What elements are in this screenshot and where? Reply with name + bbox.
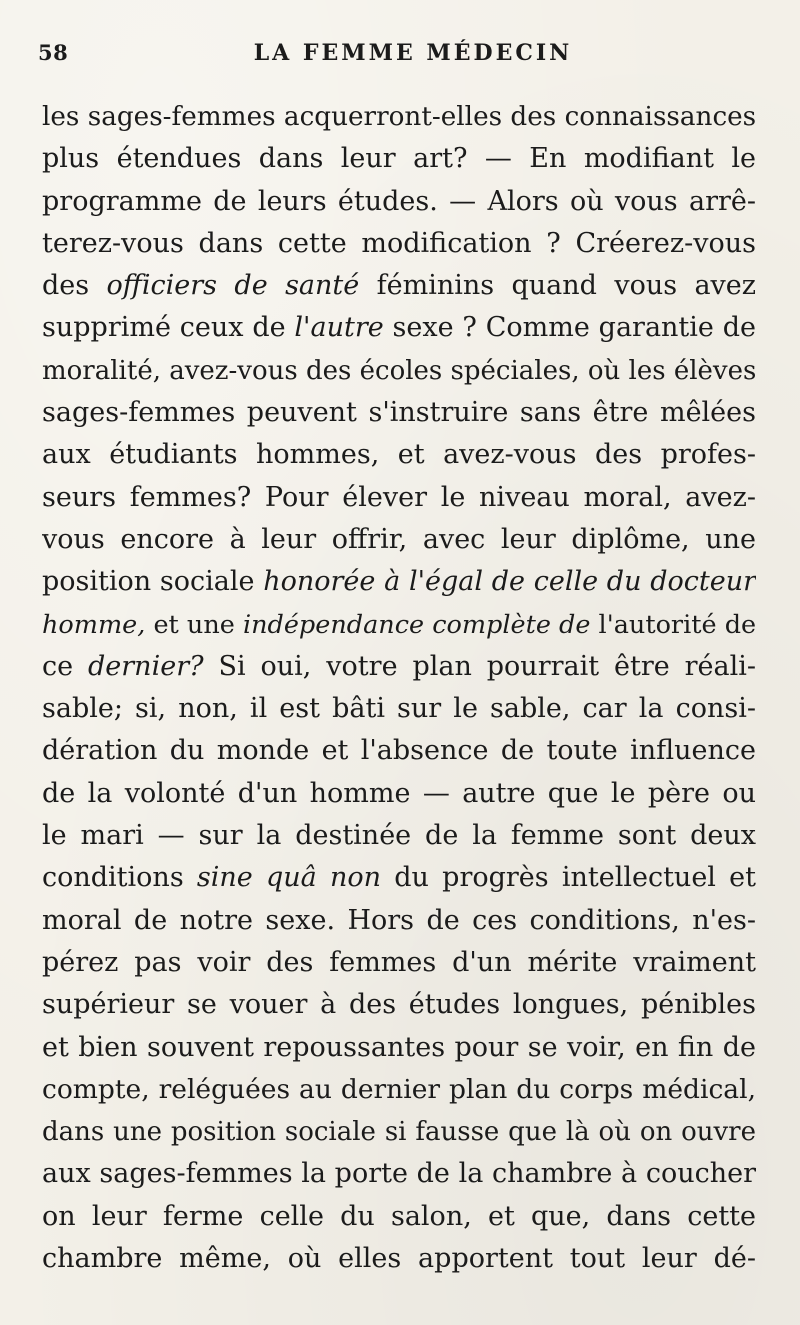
- text-line: [42, 138, 756, 180]
- text-segment: position sociale: [42, 566, 264, 598]
- text-segment: dération du monde et l'absence de toute influence: [42, 735, 756, 767]
- text-segment: terez-vous dans cette modification ? Créerez-vous: [42, 227, 756, 259]
- text-segment: le mari — sur la destinée de la femme sont deux: [42, 820, 756, 852]
- text-line: [42, 561, 756, 603]
- text-segment: supérieur se vouer à des études longues, pénibles: [42, 989, 756, 1021]
- running-title: LA FEMME MÉDECIN: [253, 40, 573, 66]
- italic-text: l'autre: [294, 312, 384, 344]
- text-line: [42, 942, 756, 984]
- italic-text: officiers de santé: [106, 270, 360, 302]
- italic-text: sine quâ non: [196, 862, 382, 894]
- text-line: [42, 730, 756, 772]
- text-line: [42, 773, 756, 815]
- text-segment: seurs femmes? Pour élever le niveau moral, avez-: [42, 481, 756, 513]
- text-segment: sable; si, non, il est bâti sur le sable, car la consi-: [42, 693, 756, 725]
- text-segment: l'autorité de: [590, 609, 756, 640]
- text-segment: dans une position sociale si fausse que là où on ouvre: [42, 1117, 756, 1148]
- text-line: [42, 265, 756, 307]
- text-line: [42, 350, 756, 392]
- text-line: [42, 1153, 756, 1195]
- text-line: [42, 984, 756, 1026]
- text-segment: pérez pas voir des femmes d'un mérite vraiment: [42, 946, 756, 978]
- text-line: [42, 181, 756, 223]
- text-segment: ce: [42, 650, 89, 682]
- text-segment: vous encore à leur offrir, avec leur diplôme, une: [42, 523, 756, 555]
- italic-text: dernier?: [88, 650, 204, 682]
- text-line: [42, 857, 756, 899]
- text-segment: des: [42, 270, 107, 302]
- text-segment: on leur ferme celle du salon, et que, dans cette: [42, 1200, 756, 1232]
- text-line: [42, 1069, 756, 1111]
- text-segment: du progrès intellectuel et: [381, 862, 756, 894]
- text-line: [42, 307, 756, 349]
- text-segment: aux sages-femmes la porte de la chambre à coucher: [42, 1158, 756, 1190]
- page-number: 58: [38, 40, 69, 65]
- text-segment: conditions: [42, 862, 197, 894]
- text-segment: moralité, avez-vous des écoles spéciales, où les élèves: [42, 355, 756, 386]
- text-line: [42, 434, 756, 476]
- text-segment: moral de notre sexe. Hors de ces conditions, n'es-: [42, 904, 756, 936]
- text-segment: aux étudiants hommes, et avez-vous des profes-: [42, 439, 756, 471]
- text-line: [42, 688, 756, 730]
- text-segment: compte, reléguées au dernier plan du corps médical,: [42, 1073, 756, 1105]
- text-segment: programme de leurs études. — Alors où vous arrê-: [42, 185, 756, 217]
- text-segment: et une: [145, 609, 243, 640]
- italic-text: homme,: [42, 609, 146, 640]
- text-segment: plus étendues dans leur art? — En modifiant le: [42, 143, 756, 175]
- text-line: [42, 477, 756, 519]
- text-segment: féminins quand vous avez: [359, 270, 756, 302]
- text-line: [42, 1238, 756, 1280]
- text-line: [42, 815, 756, 857]
- text-segment: sexe ? Comme garantie de: [383, 312, 756, 344]
- text-line: [42, 96, 756, 138]
- text-segment: chambre même, où elles apportent tout leur dé-: [42, 1243, 756, 1275]
- text-segment: les sages-femmes acquerront-elles des connaissances: [42, 102, 756, 132]
- italic-text: indépendance complète de: [242, 609, 591, 640]
- text-segment: et bien souvent repoussantes pour se voir, en fin de: [42, 1031, 756, 1063]
- text-line: [42, 1196, 756, 1238]
- text-line: [42, 646, 756, 688]
- text-line: [42, 604, 756, 646]
- text-line: [42, 223, 756, 265]
- page-header: [38, 40, 748, 80]
- text-line: [42, 1027, 756, 1069]
- text-segment: sages-femmes peuvent s'instruire sans être mêlées: [42, 397, 756, 429]
- text-segment: Si oui, votre plan pourrait être réali-: [203, 650, 756, 682]
- text-line: [42, 519, 756, 561]
- text-segment: supprimé ceux de: [42, 312, 295, 344]
- text-line: [42, 1111, 756, 1153]
- text-line: [42, 392, 756, 434]
- italic-text: honorée à l'égal de celle du docteur: [263, 566, 756, 598]
- text-line: [42, 900, 756, 942]
- text-segment: de la volonté d'un homme — autre que le père ou: [42, 777, 756, 809]
- body-text: [42, 96, 756, 1280]
